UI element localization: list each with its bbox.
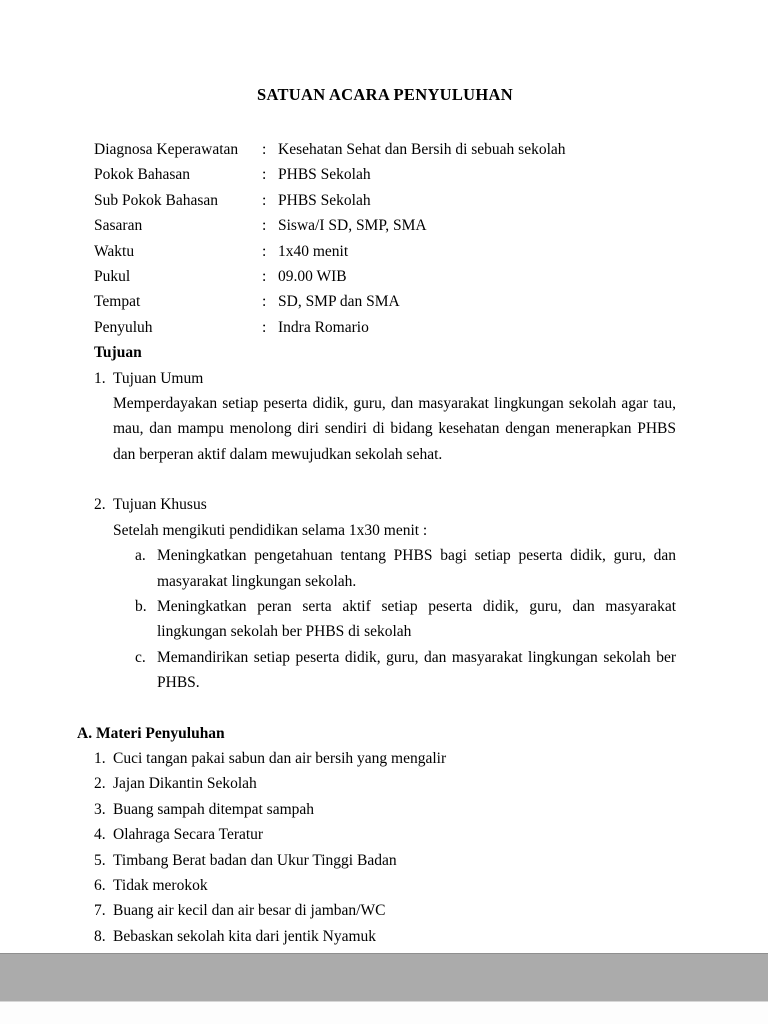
subitem-letter: b. <box>135 597 147 615</box>
field-row <box>94 188 676 213</box>
item-number: 3. <box>94 800 106 818</box>
section-heading-tujuan: Tujuan <box>94 344 142 362</box>
item-text: Buang sampah ditempat sampah <box>113 800 315 818</box>
subitem-letter: c. <box>135 648 146 666</box>
field-row <box>94 213 676 238</box>
field-label: Waktu <box>94 242 135 260</box>
field-row <box>94 239 676 264</box>
field-row <box>94 264 676 289</box>
item-text: Olahraga Secara Teratur <box>113 826 264 844</box>
materi-item <box>94 822 676 847</box>
field-value: PHBS Sekolah <box>278 166 371 184</box>
field-label: Sub Pokok Bahasan <box>94 191 218 209</box>
field-colon: : <box>262 191 267 209</box>
field-colon: : <box>262 293 267 311</box>
item-number: 4. <box>94 826 106 844</box>
item-text: Tidak merokok <box>113 876 208 894</box>
item-number: 6. <box>94 876 106 894</box>
metadata-fields <box>94 137 676 340</box>
field-value: SD, SMP dan SMA <box>278 293 400 311</box>
tujuan-khusus-subitem <box>135 645 676 696</box>
item-text: Bebaskan sekolah kita dari jentik Nyamuk <box>113 927 377 945</box>
item-text: Jajan Dikantin Sekolah <box>113 775 257 793</box>
item-text: Timbang Berat badan dan Ukur Tinggi Badan <box>113 851 397 869</box>
field-label: Penyuluh <box>94 318 153 336</box>
tujuan-khusus-intro: Setelah mengikuti pendidikan selama 1x30 menit : <box>113 521 428 539</box>
materi-item <box>94 848 676 873</box>
spacer <box>94 696 676 721</box>
item-number: 7. <box>94 902 106 920</box>
field-value: PHBS Sekolah <box>278 191 371 209</box>
field-value: 09.00 WIB <box>278 268 347 286</box>
materi-item <box>94 898 676 923</box>
item-number: 5. <box>94 851 106 869</box>
page-gap <box>0 953 768 1001</box>
item-title: Tujuan Khusus <box>113 496 207 514</box>
materi-item <box>94 797 676 822</box>
item-number: 1. <box>94 749 106 767</box>
item-number: 2. <box>94 496 106 514</box>
field-row <box>94 315 676 340</box>
field-colon: : <box>262 166 267 184</box>
field-colon: : <box>262 268 267 286</box>
field-label: Tempat <box>94 293 141 311</box>
tujuan-khusus-subitem <box>135 543 676 594</box>
materi-item <box>94 746 676 771</box>
field-value: Kesehatan Sehat dan Bersih di sebuah sekolah <box>278 141 566 158</box>
item-number: 8. <box>94 927 106 945</box>
subitem-text: Memandirikan setiap peserta didik, guru, dan masyarakat lingkungan sekolah ber PHBS. <box>157 648 676 692</box>
field-label: Pukul <box>94 268 131 286</box>
spacer <box>94 467 676 492</box>
field-value: Indra Romario <box>278 318 369 336</box>
field-colon: : <box>262 217 267 235</box>
subitem-text: Meningkatkan peran serta aktif setiap peserta didik, guru, dan masyarakat lingkungan sekolah ber PHBS di sekolah <box>157 597 676 641</box>
materi-item <box>94 873 676 898</box>
field-row <box>94 137 676 162</box>
field-value: 1x40 menit <box>278 242 349 260</box>
tujuan-umum-paragraph: Memperdayakan setiap peserta didik, guru, dan masyarakat lingkungan sekolah agar tau, mau, dan mampu menolong diri sendiri di bidang kesehatan dengan menerapkan PHBS dan berperan aktif dalam mewujudkan sekolah sehat. <box>113 395 676 463</box>
item-number: 1. <box>94 369 106 387</box>
tujuan-item <box>94 366 676 391</box>
next-page-edge <box>0 1001 768 1024</box>
materi-item <box>94 924 676 949</box>
materi-item <box>94 771 676 796</box>
field-colon: : <box>262 318 267 336</box>
field-colon: : <box>262 242 267 260</box>
field-row <box>94 289 676 314</box>
field-colon: : <box>262 141 267 158</box>
subitem-text: Meningkatkan pengetahuan tentang PHBS bagi setiap peserta didik, guru, dan masyarakat lingkungan sekolah. <box>157 547 676 590</box>
field-label: Sasaran <box>94 217 143 235</box>
tujuan-item <box>94 492 676 517</box>
tujuan-khusus-subitem <box>135 594 676 645</box>
item-text: Buang air kecil dan air besar di jamban/WC <box>113 902 386 920</box>
field-value: Siswa/I SD, SMP, SMA <box>278 217 427 235</box>
section-heading-materi: A. Materi Penyuluhan <box>77 724 225 742</box>
field-label: Pokok Bahasan <box>94 166 191 184</box>
item-text: Cuci tangan pakai sabun dan air bersih yang mengalir <box>113 749 447 767</box>
field-row <box>94 162 676 187</box>
field-label: Diagnosa Keperawatan <box>94 141 239 158</box>
page-title: SATUAN ACARA PENYULUHAN <box>257 85 513 104</box>
subitem-letter: a. <box>135 547 146 565</box>
item-title: Tujuan Umum <box>113 369 204 387</box>
item-number: 2. <box>94 775 106 793</box>
